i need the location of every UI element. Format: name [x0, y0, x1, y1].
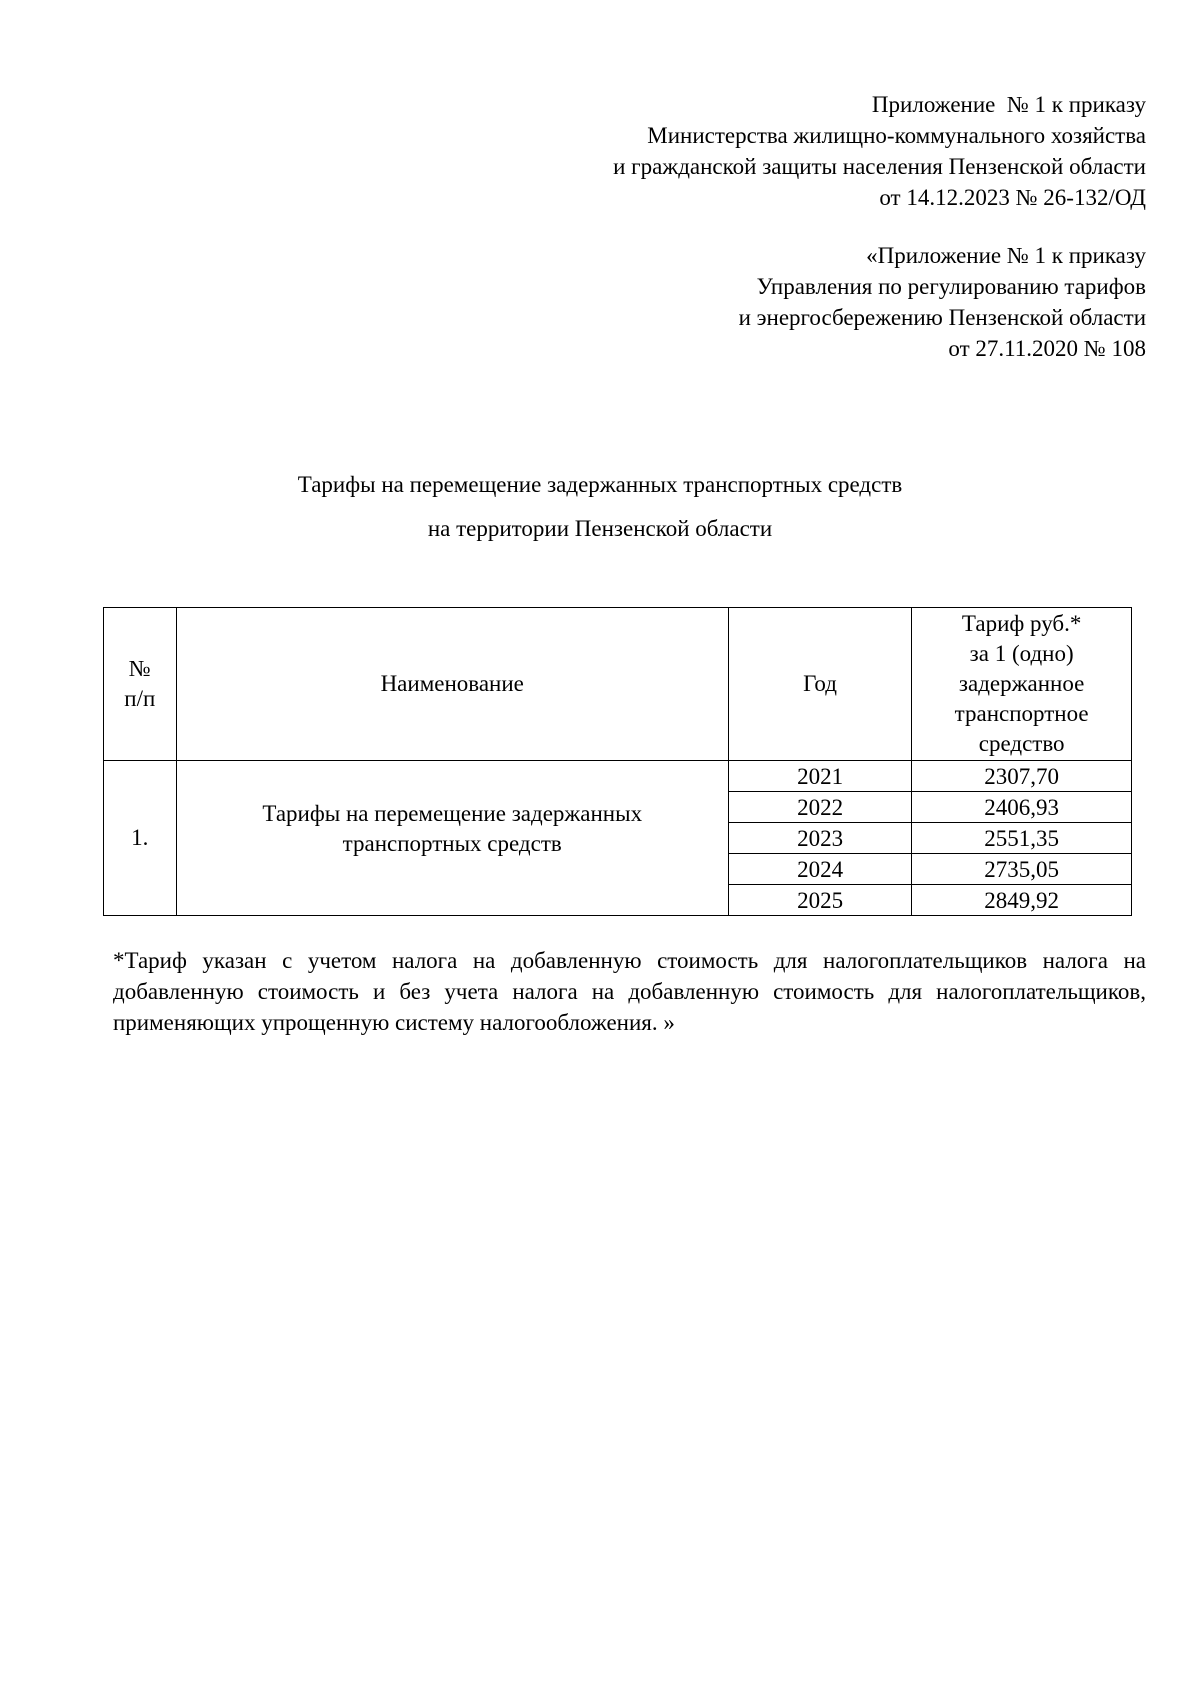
row-name-line: транспортных средств [342, 831, 562, 856]
header-tariff-line: за 1 (одно) [969, 641, 1074, 666]
tariff-value-cell: 2551,35 [912, 823, 1132, 854]
document-title [0, 463, 1200, 551]
header-name: Наименование [176, 608, 728, 761]
header-tariff [912, 608, 1132, 761]
appendix-line: и энергосбережению Пензенской области [738, 305, 1146, 330]
row-name-line: Тарифы на перемещение задержанных [262, 801, 643, 826]
appendix-line: Управления по регулированию тарифов [756, 274, 1146, 299]
year-cell: 2022 [728, 792, 911, 823]
table-header-row [104, 608, 1132, 761]
appendix-line: Министерства жилищно-коммунального хозяйства [647, 123, 1146, 148]
tariff-value-cell: 2849,92 [912, 885, 1132, 916]
year-cell: 2025 [728, 885, 911, 916]
header-tariff-line: Тариф руб.* [961, 611, 1082, 636]
row-name [176, 761, 728, 916]
header-tariff-line: транспортное [954, 701, 1089, 726]
tariff-table [103, 607, 1132, 916]
year-cell: 2023 [728, 823, 911, 854]
year-cell: 2024 [728, 854, 911, 885]
tariff-value-cell: 2307,70 [912, 761, 1132, 792]
header-tariff-line: задержанное [958, 671, 1085, 696]
tariff-value-cell: 2406,93 [912, 792, 1132, 823]
header-tariff-line: средство [978, 731, 1065, 756]
year-cell: 2021 [728, 761, 911, 792]
appendix-line: и гражданской защиты населения Пензенской области [613, 154, 1146, 179]
header-year: Год [728, 608, 911, 761]
header-number-line: № [128, 656, 151, 681]
appendix-line: «Приложение № 1 к приказу [866, 243, 1146, 268]
header-number-line: п/п [124, 686, 156, 711]
appendix-original-header [739, 240, 1146, 364]
header-number [104, 608, 177, 761]
tariff-value-cell: 2735,05 [912, 854, 1132, 885]
appendix-line: от 14.12.2023 № 26-132/ОД [879, 185, 1146, 210]
appendix-current-header [613, 89, 1146, 213]
title-line-2: на территории Пензенской области [427, 516, 773, 541]
table-row [104, 761, 1132, 792]
tariff-footnote: *Тариф указан с учетом налога на добавленную стоимость для налогоплательщиков налога на добавленную стоимость и без учета налога на добавленную стоимость для налогоплательщиков, применяющих упрощенную систему налогообложения. » [113, 948, 1146, 1035]
row-number: 1. [104, 761, 177, 916]
title-line-1: Тарифы на перемещение задержанных транспортных средств [297, 472, 903, 497]
appendix-line: Приложение № 1 к приказу [871, 92, 1146, 117]
appendix-line: от 27.11.2020 № 108 [948, 336, 1146, 361]
